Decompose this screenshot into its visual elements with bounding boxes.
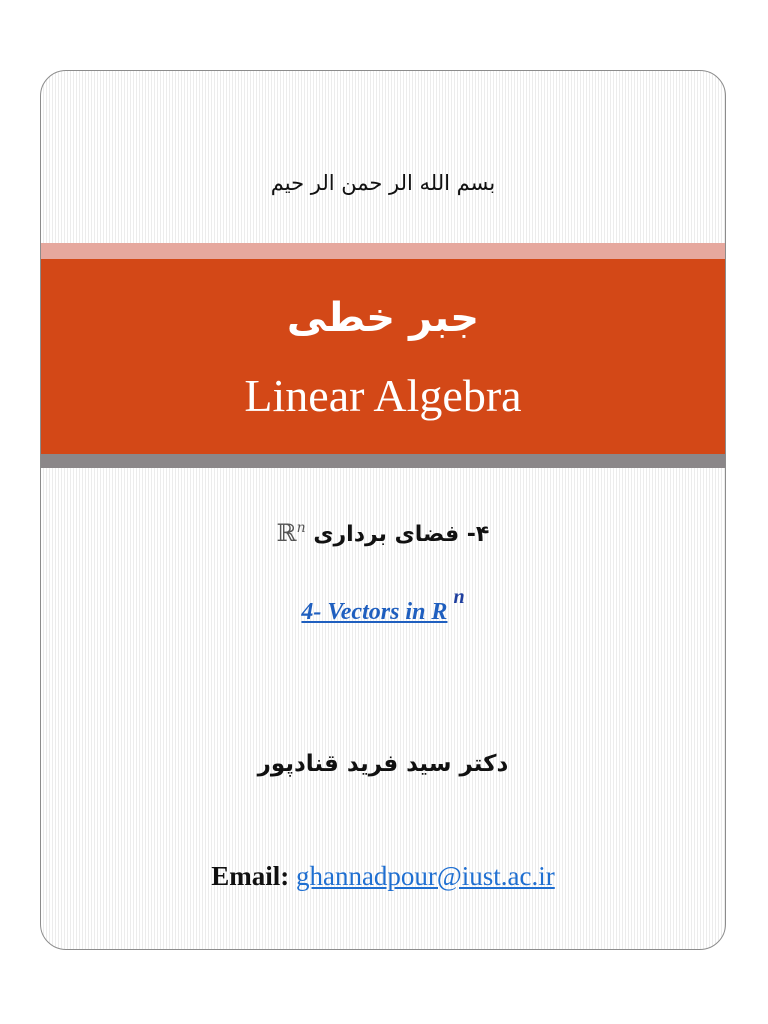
subtitle-english-exponent: n <box>453 586 465 608</box>
title-english: Linear Algebra <box>244 370 522 421</box>
subtitle-persian <box>41 519 725 547</box>
title-top-stripe <box>41 243 725 259</box>
title-band <box>41 259 725 454</box>
email-line <box>41 861 725 892</box>
author-name: دکتر سید فرید قنادپور <box>257 751 509 777</box>
slide <box>40 70 726 950</box>
subtitle-persian-text: ۴- فضای برداری <box>313 522 490 547</box>
subtitle-english-link[interactable]: 4- Vectors in R <box>301 599 448 625</box>
subtitle-english <box>41 586 725 626</box>
rn-symbol <box>277 519 306 547</box>
rn-exponent: n <box>296 520 306 536</box>
title-bottom-stripe <box>41 454 725 468</box>
email-link[interactable]: ghannadpour@iust.ac.ir <box>295 861 555 891</box>
bismillah-text: بسم الله الر حمن الر حيم <box>270 171 496 195</box>
title-persian: جبر خطی <box>286 295 480 341</box>
rn-base: ℝ <box>276 519 297 547</box>
email-label: Email: <box>211 861 290 891</box>
